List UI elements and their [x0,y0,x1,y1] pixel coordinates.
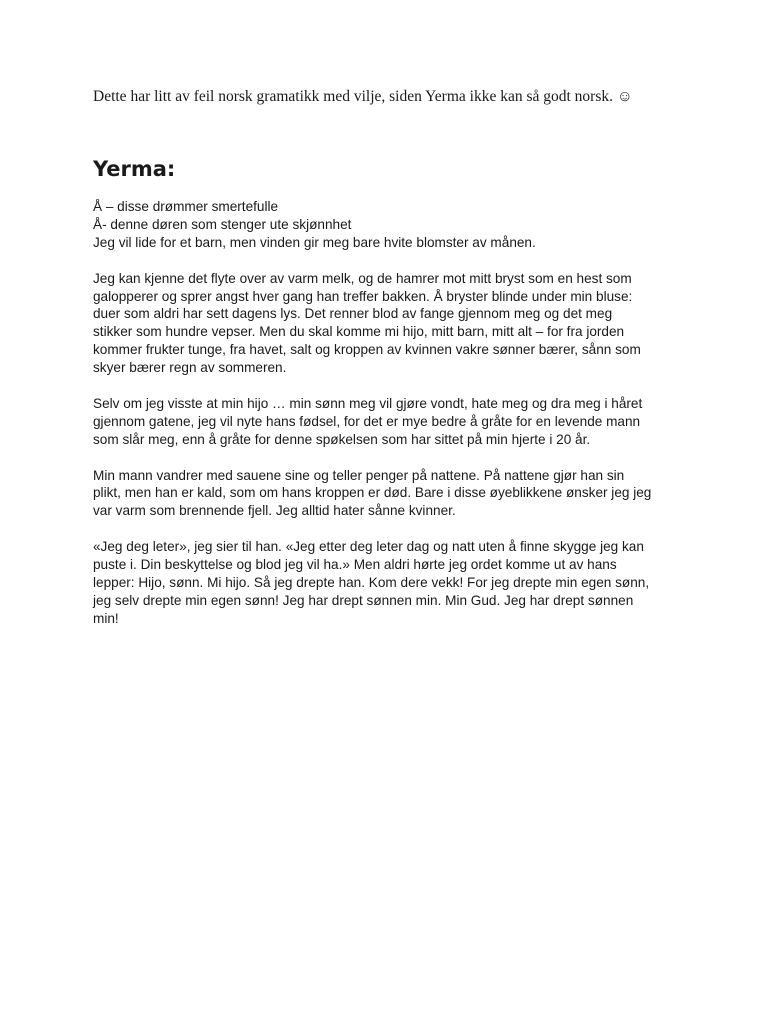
text-line: galopperer og sprer angst hver gang han treffer bakken. Å bryster blinde under min bluse: [93,288,633,304]
intro-note: Dette har litt av feil norsk gramatikk med vilje, siden Yerma ikke kan så godt norsk. ☺ [93,88,633,105]
paragraph [93,395,683,449]
text-line: puste i. Din beskyttelse og blod jeg vil ha.» Men aldri hørte jeg ordet komme ut av hans [93,557,617,573]
text-line: min! [93,610,119,626]
text-line: skyer bærer regn av sommeren. [93,360,287,376]
text-line: lepper: Hijo, sønn. Mi hijo. Så jeg drepte han. Kom dere vekk! For jeg drepte min egen sønn, [93,574,650,590]
text-line: plikt, men han er kald, som om hans kroppen er død. Bare i disse øyeblikkene ønsker jeg jeg [93,485,652,501]
paragraph [93,467,683,521]
text-line: jeg selv drepte min egen sønn! Jeg har drept sønnen min. Min Gud. Jeg har drept sønnen [93,592,634,608]
poem-body [93,198,683,646]
text-line: som slår meg, enn å gråte for denne spøkelsen som har sittet på min hjerte i 20 år. [93,431,591,447]
text-line: Min mann vandrer med sauene sine og teller penger på nattene. På nattene gjør han sin [93,467,625,483]
text-line: Å – disse drømmer smertefulle [93,199,279,214]
text-line: duer som aldri har sett dagens lys. Det renner blod av fange gjennom meg og det meg [93,306,613,322]
page-title: Yerma: [93,157,176,181]
text-line: kommer frukter tunge, fra havet, salt og kroppen av kvinnen vakre sønner bærer, sånn som [93,342,641,358]
text-line: var varm som brennende fjell. Jeg alltid hater sånne kvinner. [93,503,456,519]
text-line: Selv om jeg visste at min hijo … min sønn meg vil gjøre vondt, hate meg og dra meg i håret [93,395,643,411]
paragraph [93,270,683,377]
text-line: gjennom gatene, jeg vil nyte hans fødsel, for det er mye bedre å gråte for en levende mann [93,413,641,429]
paragraph [93,538,683,628]
paragraph [93,198,683,252]
text-line: Jeg vil lide for et barn, men vinden gir meg bare hvite blomster av månen. [93,234,536,250]
text-line: stikker som hundre vepser. Men du skal komme mi hijo, mitt barn, mitt alt – for fra jorden [93,324,625,340]
text-line: Å- denne døren som stenger ute skjønnhet [93,216,352,232]
text-line: «Jeg deg leter», jeg sier til han. «Jeg etter deg leter dag og natt uten å finne skygge jeg kan [93,539,644,555]
text-line: Jeg kan kjenne det flyte over av varm melk, og de hamrer mot mitt bryst som en hest som [93,270,632,286]
